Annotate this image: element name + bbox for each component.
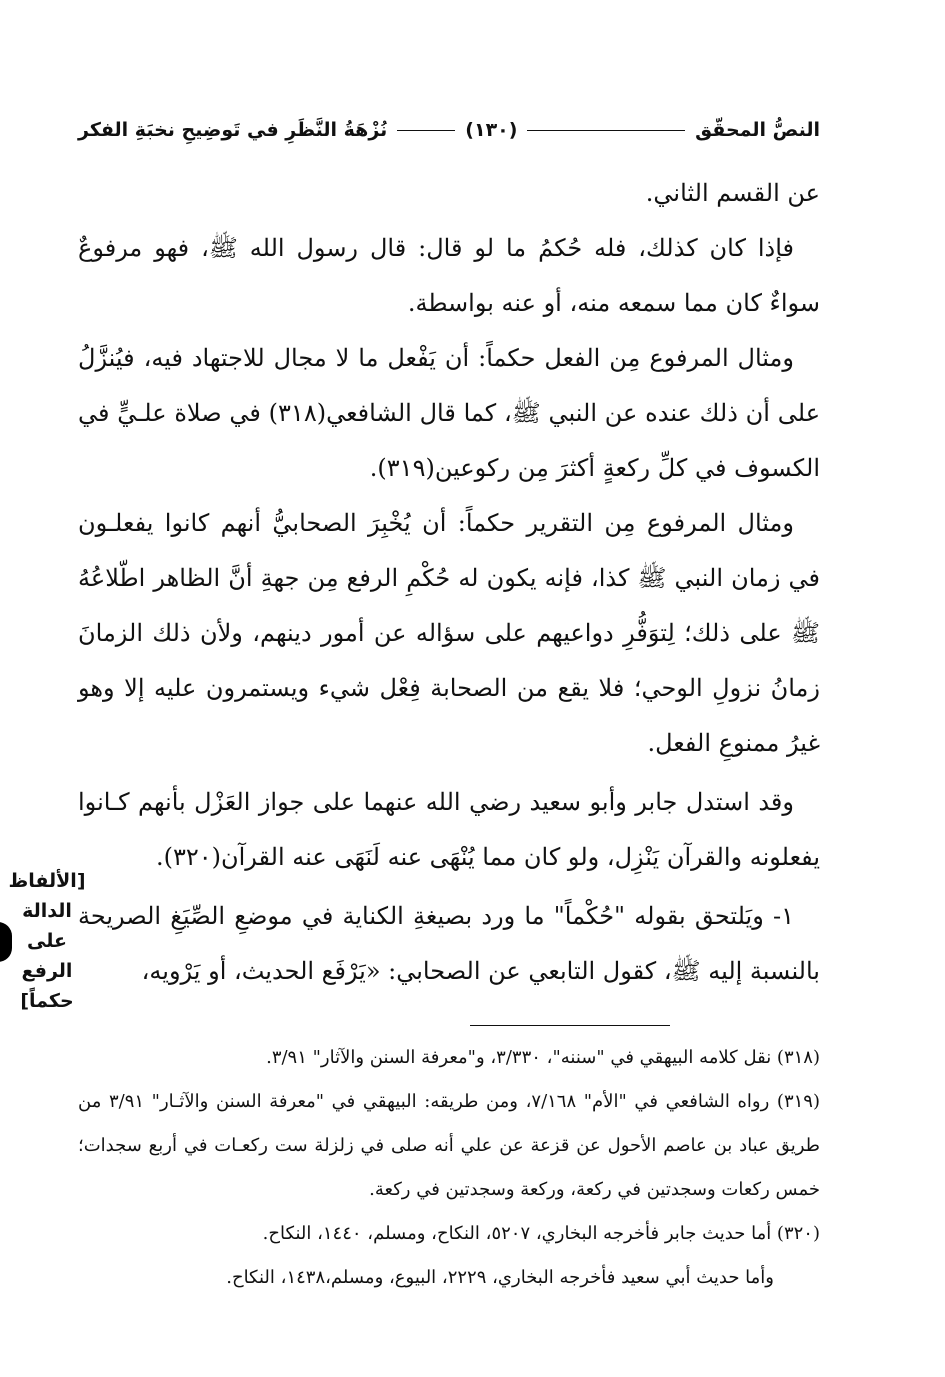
- main-text: [78, 166, 820, 999]
- footnote: (٣١٩) رواه الشافعي في "الأم" ٧/١٦٨، ومن طريقه: البيهقي في "معرفة السنن والآثـار" ٣/٩١ من طريق عباد بن عاصم الأحول عن قزعة عن علي أنه صلى في زلزلة ست ركعـات في أربع سجدات؛ خمس ركعات وسجدتين في ركعة، وركعة وسجدتين في ركعة.: [78, 1091, 820, 1200]
- footnote-separator: [470, 1025, 670, 1026]
- paragraph: عن القسم الثاني.: [645, 179, 820, 207]
- page: [8, 108, 821, 1300]
- page-number: (١٣٠): [465, 119, 518, 141]
- paragraph: وقد استدل جابر وأبو سعيد رضي الله عنهما على جواز العَزْل بأنهم كـانوا يفعلونه والقرآن يَنْزِل، ولو كان مما يُنْهَى عنه لَنَهَى عنه القرآن(٣٢٠).: [78, 788, 820, 871]
- running-header: [78, 108, 820, 152]
- paragraph: فإذا كان كذلك، فله حُكمُ ما لو قال: قال رسول الله ﷺ، فهو مرفوعٌ سواءٌ كان مما سمعه منه، أو عنه بواسطة.: [78, 234, 820, 317]
- footnote: (٣١٨) نقل كلامه البيهقي في "سننه"، ٣/٣٣٠، و"معرفة السنن والآثار" ٣/٩١.: [266, 1047, 820, 1068]
- margin-note: [الألفاظ الدالة على الرفع حكماً]: [8, 870, 86, 1012]
- paragraph-numbered: ١- ويَلتحق بقوله "حُكْماً" ما ورد بصيغةِ الكناية في موضعِ الصِّيَغِ الصريحة بالنسبة إليه ﷺ، كقول التابعي عن الصحابي: «يَرْفَع الحديث، أو يَرْويه،: [78, 902, 820, 985]
- footnotes: [78, 1036, 820, 1300]
- paragraph: ومثال المرفوع مِن التقرير حكماً: أن يُخْبِرَ الصحابيُّ أنهم كانوا يفعلـون في زمان النبي ﷺ كذا، فإنه يكون له حُكْمِ الرفع مِن جهةِ أنَّ الظاهر اطّلاعُهُ ﷺ على ذلك؛ لِتوَفُّرِ دواعيهم على سؤاله عن أمور دينهم، ولأن ذلك الزمانَ زمانُ نزولِ الوحي؛ فلا يقع من الصحابة فِعْل شيء ويستمرون عليه إلا وهو غيرُ ممنوعِ الفعل.: [78, 509, 820, 757]
- footnote: (٣٢٠) أما حديث جابر فأخرجه البخاري، ٥٢٠٧، النكاح، ومسلم، ١٤٤٠، النكاح.: [262, 1223, 820, 1244]
- header-left-title: نُزْهَةُ النَّظَرِ في تَوضِيحِ نخبَةِ الفكر: [78, 119, 388, 141]
- header-right-title: النصُّ المحقّق: [695, 119, 820, 141]
- paragraph: ومثال المرفوع مِن الفعل حكماً: أن يَفْعل ما لا مجال للاجتهاد فيه، فيُنزَّلُ على أن ذلك عنده عن النبي ﷺ، كما قال الشافعي(٣١٨) في صلاة علـيٍّ في الكسوف في كلِّ ركعةٍ أكثرَ مِن ركوعين(٣١٩).: [78, 344, 821, 482]
- header-rule: [527, 130, 685, 131]
- header-rule-short: [397, 130, 455, 131]
- footnote-continuation: وأما حديث أبي سعيد فأخرجه البخاري، ٢٢٢٩، البيوع، ومسلم،١٤٣٨، النكاح.: [226, 1267, 774, 1288]
